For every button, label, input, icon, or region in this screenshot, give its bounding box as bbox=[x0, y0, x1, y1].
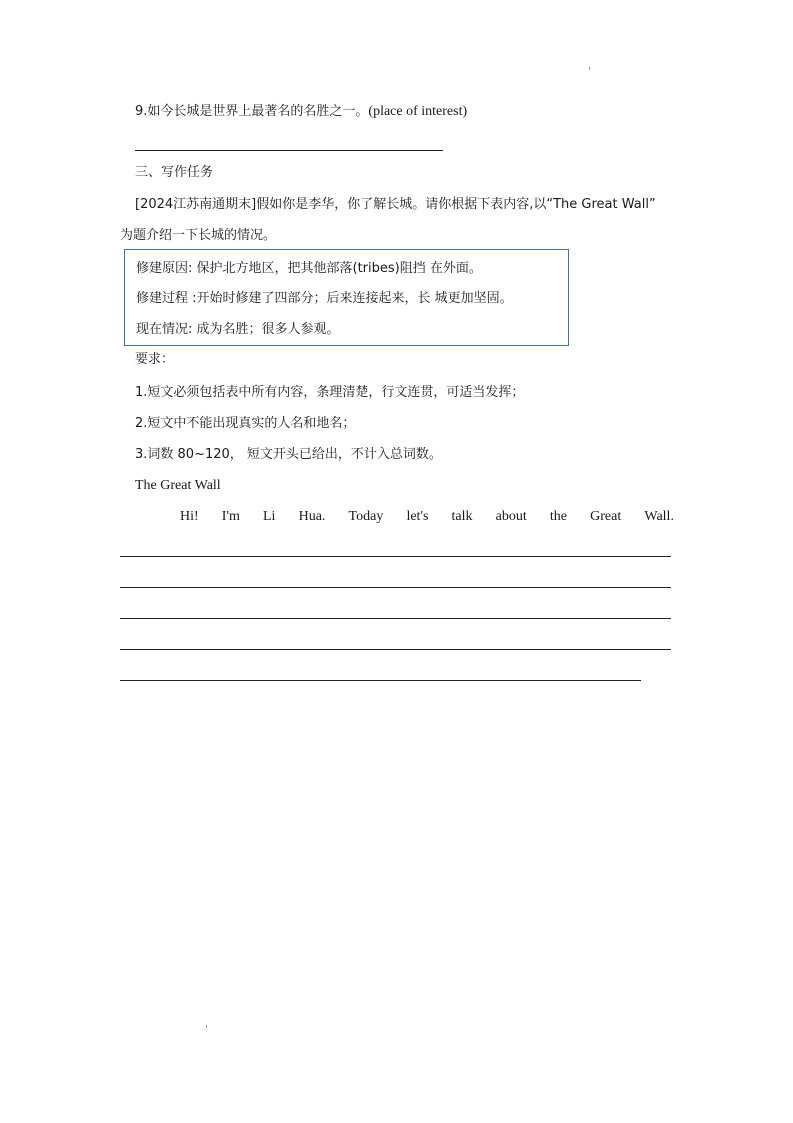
question-9-hint: (place of interest) bbox=[368, 104, 468, 119]
prompt-line-1: [2024江苏南通期末]假如你是李华，你了解长城。请你根据下表内容,以“The Great Wall” bbox=[135, 197, 656, 212]
opening-word: about bbox=[495, 509, 527, 524]
prompt-line-2: 为题介绍一下长城的情况。 bbox=[120, 228, 277, 243]
writing-line-5[interactable] bbox=[120, 680, 641, 681]
answer-line-q9[interactable] bbox=[135, 150, 443, 151]
writing-line-2[interactable] bbox=[120, 587, 671, 588]
scan-mark-bottom bbox=[206, 1025, 207, 1028]
requirement-3: 3.词数 80~120， 短文开头已给出，不计入总词数。 bbox=[135, 447, 442, 462]
writing-line-1[interactable] bbox=[120, 556, 671, 557]
table-row-process: 修建过程 :开始时修建了四部分；后来连接起来，长 城更加坚固。 bbox=[136, 291, 513, 306]
opening-word: Great bbox=[590, 509, 622, 524]
opening-word: Hi! bbox=[180, 509, 199, 524]
requirement-1: 1.短文必须包括表中所有内容，条理清楚，行文连贯，可适当发挥； bbox=[135, 385, 525, 400]
opening-word: Today bbox=[348, 509, 384, 524]
opening-word: the bbox=[549, 509, 568, 524]
scan-mark-top bbox=[589, 67, 590, 70]
question-9 bbox=[135, 103, 467, 121]
essay-opening bbox=[180, 508, 674, 526]
table-row-current: 现在情况: 成为名胜；很多人参观。 bbox=[136, 322, 340, 337]
requirement-2: 2.短文中不能出现真实的人名和地名； bbox=[135, 416, 356, 431]
opening-word: Li bbox=[263, 509, 276, 524]
writing-line-3[interactable] bbox=[120, 618, 671, 619]
table-row-reason: 修建原因: 保护北方地区，把其他部落(tribes)阻挡 在外面。 bbox=[136, 261, 482, 276]
opening-word: Hua. bbox=[298, 509, 326, 524]
opening-word: I'm bbox=[221, 509, 240, 524]
question-9-text: 9.如今长城是世界上最著名的名胜之一。 bbox=[135, 104, 369, 119]
essay-title: The Great Wall bbox=[135, 478, 221, 493]
requirements-heading: 要求： bbox=[135, 352, 175, 367]
opening-word: let's bbox=[406, 509, 429, 524]
info-table bbox=[124, 249, 569, 346]
opening-word: talk bbox=[451, 509, 473, 524]
writing-line-4[interactable] bbox=[120, 649, 671, 650]
opening-word: Wall. bbox=[644, 509, 674, 524]
section-title: 三、写作任务 bbox=[135, 165, 214, 180]
